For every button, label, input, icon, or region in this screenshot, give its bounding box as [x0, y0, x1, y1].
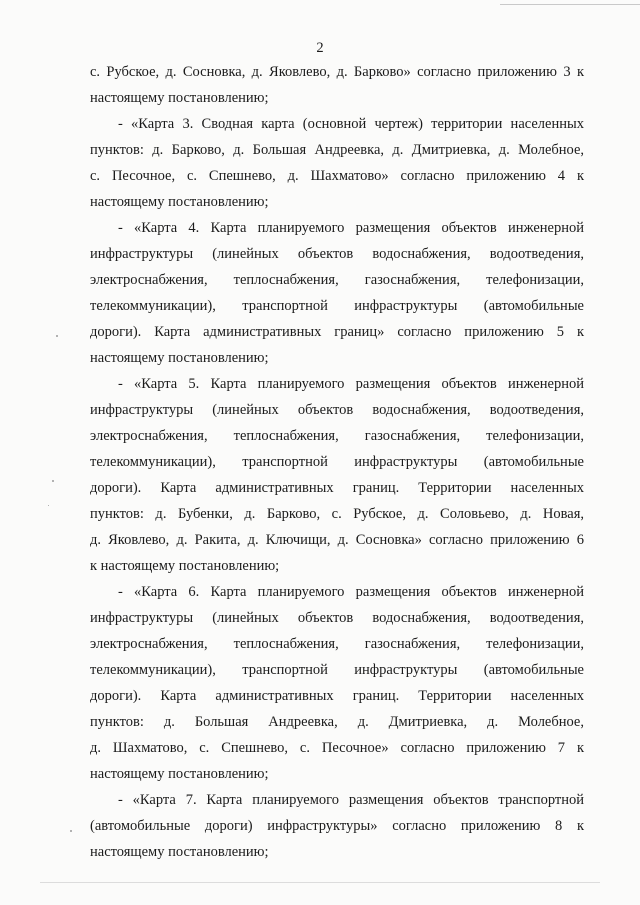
text-line: настоящему постановлению;	[90, 90, 269, 106]
text-line: дороги). Карта административных границ. Территории населенных	[90, 480, 584, 496]
text-line: электроснабжения, теплоснабжения, газоснабжения, телефонизации,	[90, 272, 584, 288]
scan-speck	[48, 505, 49, 506]
text-line: - «Карта 6. Карта планируемого размещения объектов инженерной	[118, 584, 584, 600]
page-number: 2	[316, 40, 324, 56]
text-line: телекоммуникации), транспортной инфраструктуры (автомобильные	[90, 298, 584, 314]
text-line: настоящему постановлению;	[90, 350, 269, 366]
text-line: электроснабжения, теплоснабжения, газоснабжения, телефонизации,	[90, 636, 584, 652]
text-line: настоящему постановлению;	[90, 194, 269, 210]
text-line: с. Песочное, с. Спешнево, д. Шахматово» согласно приложению 4 к	[90, 168, 584, 184]
text-line: электроснабжения, теплоснабжения, газоснабжения, телефонизации,	[90, 428, 584, 444]
text-line: телекоммуникации), транспортной инфраструктуры (автомобильные	[90, 662, 584, 678]
text-line: (автомобильные дороги) инфраструктуры» согласно приложению 8 к	[90, 818, 584, 834]
scan-edge-top	[500, 4, 640, 5]
text-line: пунктов: д. Барково, д. Большая Андреевка, д. Дмитриевка, д. Молебное,	[90, 142, 584, 158]
text-line: пунктов: д. Бубенки, д. Барково, с. Рубское, д. Соловьево, д. Новая,	[90, 506, 584, 522]
scan-speck	[52, 480, 54, 482]
text-line: настоящему постановлению;	[90, 844, 269, 860]
text-line: д. Шахматово, с. Спешнево, с. Песочное» согласно приложению 7 к	[90, 740, 584, 756]
text-line: - «Карта 4. Карта планируемого размещения объектов инженерной	[118, 220, 584, 236]
text-line: телекоммуникации), транспортной инфраструктуры (автомобильные	[90, 454, 584, 470]
text-line: настоящему постановлению;	[90, 766, 269, 782]
scan-speck	[56, 335, 58, 337]
text-line: дороги). Карта административных границ» согласно приложению 5 к	[90, 324, 584, 340]
text-line: инфраструктуры (линейных объектов водоснабжения, водоотведения,	[90, 610, 584, 626]
text-line: д. Яковлево, д. Ракита, д. Ключищи, д. Сосновка» согласно приложению 6	[90, 532, 584, 548]
text-line: инфраструктуры (линейных объектов водоснабжения, водоотведения,	[90, 246, 584, 262]
text-line: инфраструктуры (линейных объектов водоснабжения, водоотведения,	[90, 402, 584, 418]
text-line: - «Карта 5. Карта планируемого размещения объектов инженерной	[118, 376, 584, 392]
text-line: дороги). Карта административных границ. Территории населенных	[90, 688, 584, 704]
text-line: - «Карта 7. Карта планируемого размещения объектов транспортной	[118, 792, 584, 808]
text-line: с. Рубское, д. Сосновка, д. Яковлево, д. Барково» согласно приложению 3 к	[90, 64, 584, 80]
text-line: пунктов: д. Большая Андреевка, д. Дмитриевка, д. Молебное,	[90, 714, 584, 730]
text-line: к настоящему постановлению;	[90, 558, 280, 574]
scan-speck	[70, 830, 72, 832]
text-line: - «Карта 3. Сводная карта (основной чертеж) территории населенных	[118, 116, 584, 132]
scan-edge-bottom	[40, 882, 600, 883]
